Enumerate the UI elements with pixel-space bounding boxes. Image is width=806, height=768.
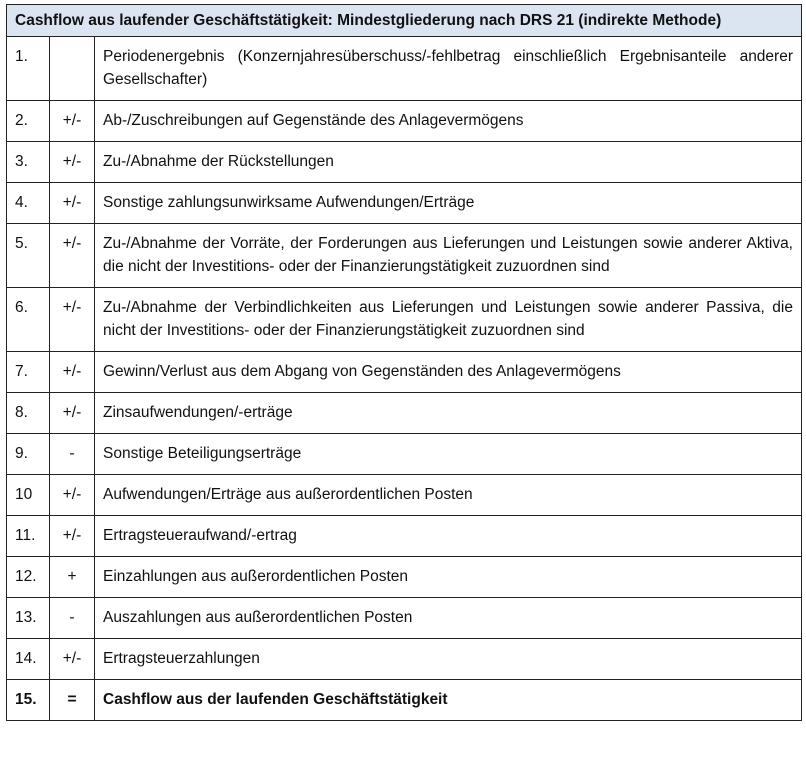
table-row <box>7 557 802 598</box>
table-row <box>7 37 802 101</box>
row-number: 6. <box>7 288 50 352</box>
row-description: Zu-/Abnahme der Verbindlichkeiten aus Lieferungen und Leistungen sowie anderer Passiva, die nicht der Investitions- oder der Finanzierungstätigkeit zuzuordnen sind <box>95 288 802 352</box>
table-row <box>7 101 802 142</box>
row-sign <box>50 37 95 101</box>
row-number: 14. <box>7 639 50 680</box>
row-number: 13. <box>7 598 50 639</box>
row-sign: +/- <box>50 393 95 434</box>
row-sign: = <box>50 680 95 721</box>
row-description: Gewinn/Verlust aus dem Abgang von Gegenständen des Anlagevermögens <box>95 352 802 393</box>
row-number: 8. <box>7 393 50 434</box>
row-description: Ab-/Zuschreibungen auf Gegenstände des Anlagevermögens <box>95 101 802 142</box>
row-number: 10 <box>7 475 50 516</box>
table-row <box>7 639 802 680</box>
row-description: Ertragsteuerzahlungen <box>95 639 802 680</box>
table-row <box>7 224 802 288</box>
row-sign: +/- <box>50 288 95 352</box>
row-sign: +/- <box>50 142 95 183</box>
table-row <box>7 288 802 352</box>
table-row <box>7 352 802 393</box>
row-sign: +/- <box>50 101 95 142</box>
row-sign: + <box>50 557 95 598</box>
row-sign: - <box>50 598 95 639</box>
row-description: Sonstige Beteiligungserträge <box>95 434 802 475</box>
row-number: 12. <box>7 557 50 598</box>
table-row <box>7 183 802 224</box>
row-number: 5. <box>7 224 50 288</box>
row-number: 15. <box>7 680 50 721</box>
table-row <box>7 475 802 516</box>
table-row <box>7 598 802 639</box>
cashflow-table <box>6 4 802 721</box>
row-sign: +/- <box>50 183 95 224</box>
row-description: Sonstige zahlungsunwirksame Aufwendungen/Erträge <box>95 183 802 224</box>
row-description: Einzahlungen aus außerordentlichen Posten <box>95 557 802 598</box>
row-number: 7. <box>7 352 50 393</box>
row-description: Auszahlungen aus außerordentlichen Posten <box>95 598 802 639</box>
table-row <box>7 142 802 183</box>
row-sign: +/- <box>50 475 95 516</box>
row-sign: +/- <box>50 639 95 680</box>
row-sign: +/- <box>50 352 95 393</box>
table-row <box>7 516 802 557</box>
table-title: Cashflow aus laufender Geschäftstätigkeit: Mindestgliederung nach DRS 21 (indirekte Methode) <box>7 5 802 37</box>
row-number: 3. <box>7 142 50 183</box>
row-description: Aufwendungen/Erträge aus außerordentlichen Posten <box>95 475 802 516</box>
row-number: 2. <box>7 101 50 142</box>
row-number: 4. <box>7 183 50 224</box>
row-description: Cashflow aus der laufenden Geschäftstätigkeit <box>95 680 802 721</box>
row-description: Periodenergebnis (Konzernjahresüberschuss/-fehlbetrag einschließlich Ergebnisanteile anderer Gesellschafter) <box>95 37 802 101</box>
table-row <box>7 393 802 434</box>
row-number: 11. <box>7 516 50 557</box>
row-description: Ertragsteueraufwand/-ertrag <box>95 516 802 557</box>
table-row <box>7 434 802 475</box>
table-header-row <box>7 5 802 37</box>
row-sign: +/- <box>50 516 95 557</box>
row-number: 9. <box>7 434 50 475</box>
table-body <box>7 37 802 721</box>
row-sign: - <box>50 434 95 475</box>
row-number: 1. <box>7 37 50 101</box>
row-sign: +/- <box>50 224 95 288</box>
row-description: Zinsaufwendungen/-erträge <box>95 393 802 434</box>
table-row <box>7 680 802 721</box>
row-description: Zu-/Abnahme der Rückstellungen <box>95 142 802 183</box>
row-description: Zu-/Abnahme der Vorräte, der Forderungen aus Lieferungen und Leistungen sowie anderer Aktiva, die nicht der Investitions- oder der Finanzierungstätigkeit zuzuordnen sind <box>95 224 802 288</box>
